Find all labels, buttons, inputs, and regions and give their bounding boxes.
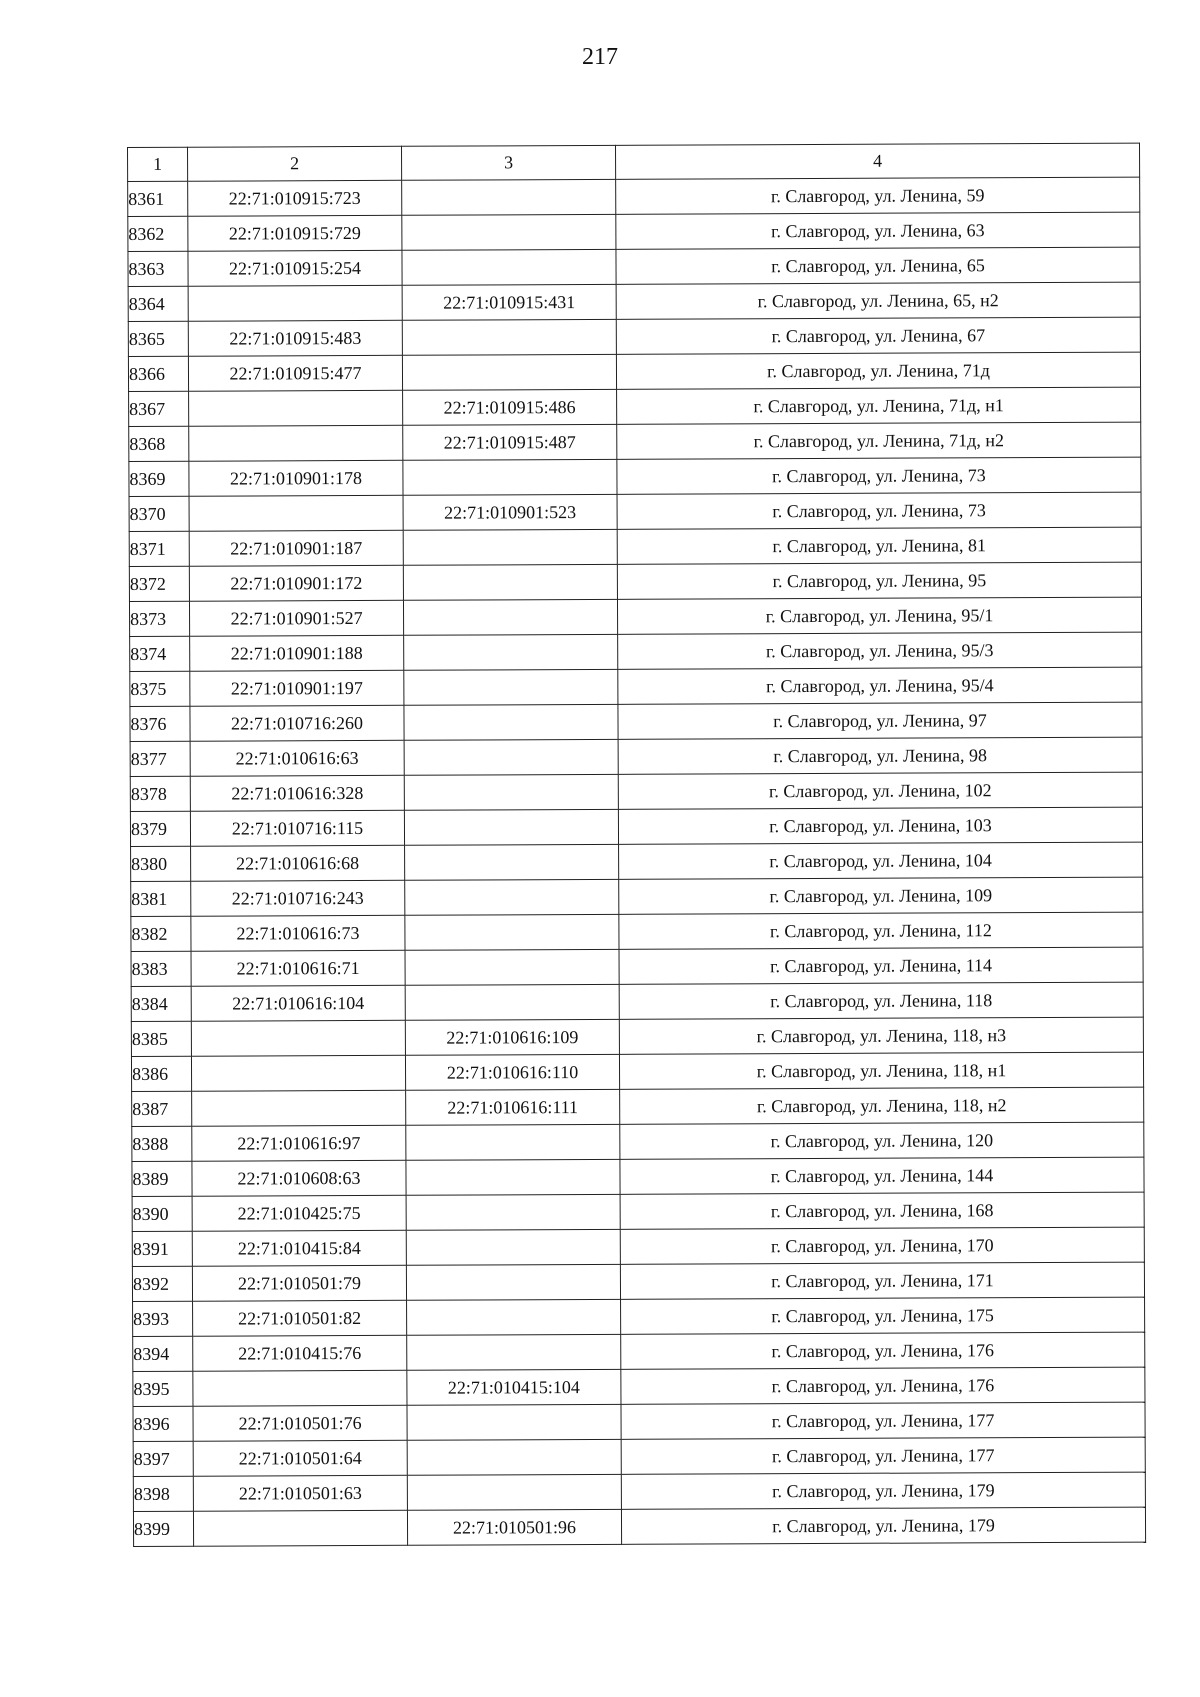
cadastral-number-cell [189,425,403,461]
table-row [128,177,1140,216]
table-row [130,772,1142,811]
table-row [130,807,1142,846]
cadastral-number-cell: 22:71:010415:84 [192,1230,406,1266]
table-row [132,1192,1144,1231]
cadastral-number-cell: 22:71:010616:68 [191,845,405,881]
cadastral-number-cell: 22:71:010915:254 [188,250,402,286]
table-row [130,667,1142,706]
address-cell: г. Славгород, ул. Ленина, 177 [621,1437,1145,1474]
table-row [133,1507,1145,1546]
table-row [132,1157,1144,1196]
address-cell: г. Славгород, ул. Ленина, 177 [621,1402,1145,1439]
row-number-cell: 8398 [133,1476,193,1511]
table-row [132,1262,1144,1301]
cadastral-number-cell: 22:71:010901:197 [190,670,404,706]
cadastral-number-cell: 22:71:010716:243 [191,880,405,916]
premises-cadastral-number-cell [402,249,616,285]
table-row [129,597,1141,636]
premises-cadastral-number-cell [407,1404,621,1440]
table-row [132,1087,1144,1126]
premises-cadastral-number-cell: 22:71:010616:109 [405,1019,619,1055]
address-cell: г. Славгород, ул. Ленина, 65 [616,247,1140,284]
table-row [131,877,1143,916]
premises-cadastral-number-cell [405,984,619,1020]
address-cell: г. Славгород, ул. Ленина, 102 [618,772,1142,809]
row-number-cell: 8362 [128,216,188,251]
table-row [130,702,1142,741]
table-row [131,1017,1143,1056]
row-number-cell: 8377 [130,741,190,776]
cadastral-number-cell [189,495,403,531]
premises-cadastral-number-cell [403,564,617,600]
row-number-cell: 8387 [132,1091,192,1126]
table-row [128,247,1140,286]
table-row [129,527,1141,566]
address-cell: г. Славгород, ул. Ленина, 114 [619,947,1143,984]
row-number-cell: 8365 [128,321,188,356]
address-cell: г. Славгород, ул. Ленина, 171 [620,1262,1144,1299]
row-number-cell: 8393 [133,1301,193,1336]
cadastral-number-cell: 22:71:010616:73 [191,915,405,951]
address-cell: г. Славгород, ул. Ленина, 179 [621,1507,1145,1544]
cadastral-number-cell [192,1090,406,1126]
table-row [133,1332,1145,1371]
address-cell: г. Славгород, ул. Ленина, 98 [618,737,1142,774]
address-cell: г. Славгород, ул. Ленина, 168 [620,1192,1144,1229]
address-cell: г. Славгород, ул. Ленина, 73 [617,492,1141,529]
row-number-cell: 8389 [132,1161,192,1196]
premises-cadastral-number-cell [402,319,616,355]
cadastral-number-cell: 22:71:010616:104 [191,985,405,1021]
table-row [131,1052,1143,1091]
page-number: 217 [582,44,618,70]
table-row [133,1437,1145,1476]
cadastral-number-cell: 22:71:010915:729 [188,215,402,251]
address-cell: г. Славгород, ул. Ленина, 81 [617,527,1141,564]
cadastral-number-cell: 22:71:010901:187 [189,530,403,566]
row-number-cell: 8397 [133,1441,193,1476]
row-number-cell: 8396 [133,1406,193,1441]
column-header-4: 4 [615,143,1139,179]
row-number-cell: 8368 [129,426,189,461]
cadastral-number-cell [191,1055,405,1091]
table-row [132,1227,1144,1266]
table-row [131,982,1143,1021]
premises-cadastral-number-cell [404,739,618,775]
address-cell: г. Славгород, ул. Ленина, 95/4 [618,667,1142,704]
row-number-cell: 8373 [129,601,189,636]
premises-cadastral-number-cell [407,1334,621,1370]
cadastral-number-cell: 22:71:010901:178 [189,460,403,496]
row-number-cell: 8384 [131,986,191,1021]
premises-cadastral-number-cell [404,669,618,705]
address-cell: г. Славгород, ул. Ленина, 118 [619,982,1143,1019]
address-cell: г. Славгород, ул. Ленина, 109 [619,877,1143,914]
property-registry-table [127,143,1146,1547]
premises-cadastral-number-cell: 22:71:010915:431 [402,284,616,320]
premises-cadastral-number-cell [406,1194,620,1230]
address-cell: г. Славгород, ул. Ленина, 65, н2 [616,282,1140,319]
cadastral-number-cell: 22:71:010425:75 [192,1195,406,1231]
row-number-cell: 8388 [132,1126,192,1161]
table-row [129,422,1141,461]
row-number-cell: 8378 [130,776,190,811]
row-number-cell: 8390 [132,1196,192,1231]
cadastral-number-cell [193,1370,407,1406]
cadastral-number-cell: 22:71:010616:71 [191,950,405,986]
cadastral-number-cell: 22:71:010616:97 [192,1125,406,1161]
premises-cadastral-number-cell [406,1124,620,1160]
column-header-2: 2 [188,146,402,181]
cadastral-number-cell [189,390,403,426]
address-cell: г. Славгород, ул. Ленина, 176 [621,1332,1145,1369]
address-cell: г. Славгород, ул. Ленина, 176 [621,1367,1145,1404]
table-row [130,737,1142,776]
premises-cadastral-number-cell [404,809,618,845]
premises-cadastral-number-cell [404,774,618,810]
row-number-cell: 8392 [132,1266,192,1301]
premises-cadastral-number-cell [407,1299,621,1335]
row-number-cell: 8382 [131,916,191,951]
table-row [130,632,1142,671]
table-row [132,1122,1144,1161]
address-cell: г. Славгород, ул. Ленина, 59 [616,177,1140,214]
table-row [128,317,1140,356]
premises-cadastral-number-cell [406,1264,620,1300]
table-row [128,212,1140,251]
address-cell: г. Славгород, ул. Ленина, 104 [619,842,1143,879]
row-number-cell: 8380 [131,846,191,881]
row-number-cell: 8369 [129,461,189,496]
address-cell: г. Славгород, ул. Ленина, 118, н2 [620,1087,1144,1124]
cadastral-number-cell: 22:71:010901:527 [189,600,403,636]
premises-cadastral-number-cell [405,879,619,915]
premises-cadastral-number-cell [406,1229,620,1265]
premises-cadastral-number-cell [405,914,619,950]
row-number-cell: 8374 [130,636,190,671]
table-row [133,1367,1145,1406]
premises-cadastral-number-cell: 22:71:010616:111 [406,1089,620,1125]
cadastral-number-cell [188,285,402,321]
cadastral-number-cell: 22:71:010716:260 [190,705,404,741]
cadastral-number-cell: 22:71:010901:172 [189,565,403,601]
row-number-cell: 8376 [130,706,190,741]
address-cell: г. Славгород, ул. Ленина, 67 [616,317,1140,354]
row-number-cell: 8370 [129,496,189,531]
row-number-cell: 8386 [131,1056,191,1091]
address-cell: г. Славгород, ул. Ленина, 179 [621,1472,1145,1509]
cadastral-number-cell: 22:71:010716:115 [190,810,404,846]
table-body [128,177,1146,1546]
address-cell: г. Славгород, ул. Ленина, 71д, н1 [617,387,1141,424]
premises-cadastral-number-cell: 22:71:010415:104 [407,1369,621,1405]
row-number-cell: 8372 [129,566,189,601]
row-number-cell: 8385 [131,1021,191,1056]
cadastral-number-cell: 22:71:010901:188 [190,635,404,671]
table-row [133,1472,1145,1511]
row-number-cell: 8391 [132,1231,192,1266]
address-cell: г. Славгород, ул. Ленина, 71д [616,352,1140,389]
premises-cadastral-number-cell [406,1159,620,1195]
row-number-cell: 8367 [129,391,189,426]
cadastral-number-cell: 22:71:010501:82 [193,1300,407,1336]
premises-cadastral-number-cell [402,214,616,250]
address-cell: г. Славгород, ул. Ленина, 118, н1 [619,1052,1143,1089]
row-number-cell: 8364 [128,286,188,321]
premises-cadastral-number-cell: 22:71:010616:110 [405,1054,619,1090]
address-cell: г. Славгород, ул. Ленина, 120 [620,1122,1144,1159]
row-number-cell: 8399 [133,1511,193,1546]
row-number-cell: 8381 [131,881,191,916]
cadastral-number-cell: 22:71:010501:64 [193,1440,407,1476]
cadastral-number-cell: 22:71:010915:477 [188,355,402,391]
column-header-3: 3 [401,145,615,180]
row-number-cell: 8394 [133,1336,193,1371]
cadastral-number-cell: 22:71:010501:79 [192,1265,406,1301]
address-cell: г. Славгород, ул. Ленина, 71д, н2 [617,422,1141,459]
cadastral-number-cell: 22:71:010501:63 [193,1475,407,1511]
address-cell: г. Славгород, ул. Ленина, 118, н3 [619,1017,1143,1054]
table-row [131,947,1143,986]
premises-cadastral-number-cell: 22:71:010501:96 [407,1509,621,1545]
table-row [131,842,1143,881]
premises-cadastral-number-cell: 22:71:010915:487 [403,424,617,460]
table-row [133,1402,1145,1441]
premises-cadastral-number-cell: 22:71:010901:523 [403,494,617,530]
row-number-cell: 8366 [128,356,188,391]
row-number-cell: 8375 [130,671,190,706]
premises-cadastral-number-cell [404,634,618,670]
address-cell: г. Славгород, ул. Ленина, 73 [617,457,1141,494]
column-header-1: 1 [128,147,188,181]
table-header-row [128,143,1140,181]
address-cell: г. Славгород, ул. Ленина, 112 [619,912,1143,949]
premises-cadastral-number-cell [403,459,617,495]
row-number-cell: 8361 [128,181,188,216]
row-number-cell: 8395 [133,1371,193,1406]
address-cell: г. Славгород, ул. Ленина, 95 [617,562,1141,599]
cadastral-number-cell: 22:71:010616:328 [190,775,404,811]
table-row [129,562,1141,601]
cadastral-number-cell: 22:71:010616:63 [190,740,404,776]
table-row [129,492,1141,531]
address-cell: г. Славгород, ул. Ленина, 63 [616,212,1140,249]
row-number-cell: 8379 [130,811,190,846]
address-cell: г. Славгород, ул. Ленина, 95/1 [617,597,1141,634]
cadastral-number-cell [193,1510,407,1546]
row-number-cell: 8383 [131,951,191,986]
premises-cadastral-number-cell [405,844,619,880]
table-row [129,387,1141,426]
address-cell: г. Славгород, ул. Ленина, 170 [620,1227,1144,1264]
cadastral-number-cell [191,1020,405,1056]
premises-cadastral-number-cell [407,1439,621,1475]
address-cell: г. Славгород, ул. Ленина, 103 [618,807,1142,844]
cadastral-number-cell: 22:71:010608:63 [192,1160,406,1196]
premises-cadastral-number-cell [405,949,619,985]
cadastral-number-cell: 22:71:010501:76 [193,1405,407,1441]
row-number-cell: 8371 [129,531,189,566]
premises-cadastral-number-cell [403,529,617,565]
address-cell: г. Славгород, ул. Ленина, 144 [620,1157,1144,1194]
cadastral-number-cell: 22:71:010915:723 [188,180,402,216]
row-number-cell: 8363 [128,251,188,286]
premises-cadastral-number-cell [404,704,618,740]
table-row [128,282,1140,321]
table-row [129,457,1141,496]
address-cell: г. Славгород, ул. Ленина, 97 [618,702,1142,739]
premises-cadastral-number-cell [407,1474,621,1510]
cadastral-number-cell: 22:71:010415:76 [193,1335,407,1371]
premises-cadastral-number-cell [402,179,616,215]
premises-cadastral-number-cell [403,599,617,635]
premises-cadastral-number-cell: 22:71:010915:486 [403,389,617,425]
table-row [133,1297,1145,1336]
address-cell: г. Славгород, ул. Ленина, 95/3 [618,632,1142,669]
cadastral-number-cell: 22:71:010915:483 [188,320,402,356]
premises-cadastral-number-cell [402,354,616,390]
table-row [131,912,1143,951]
address-cell: г. Славгород, ул. Ленина, 175 [621,1297,1145,1334]
table-row [128,352,1140,391]
